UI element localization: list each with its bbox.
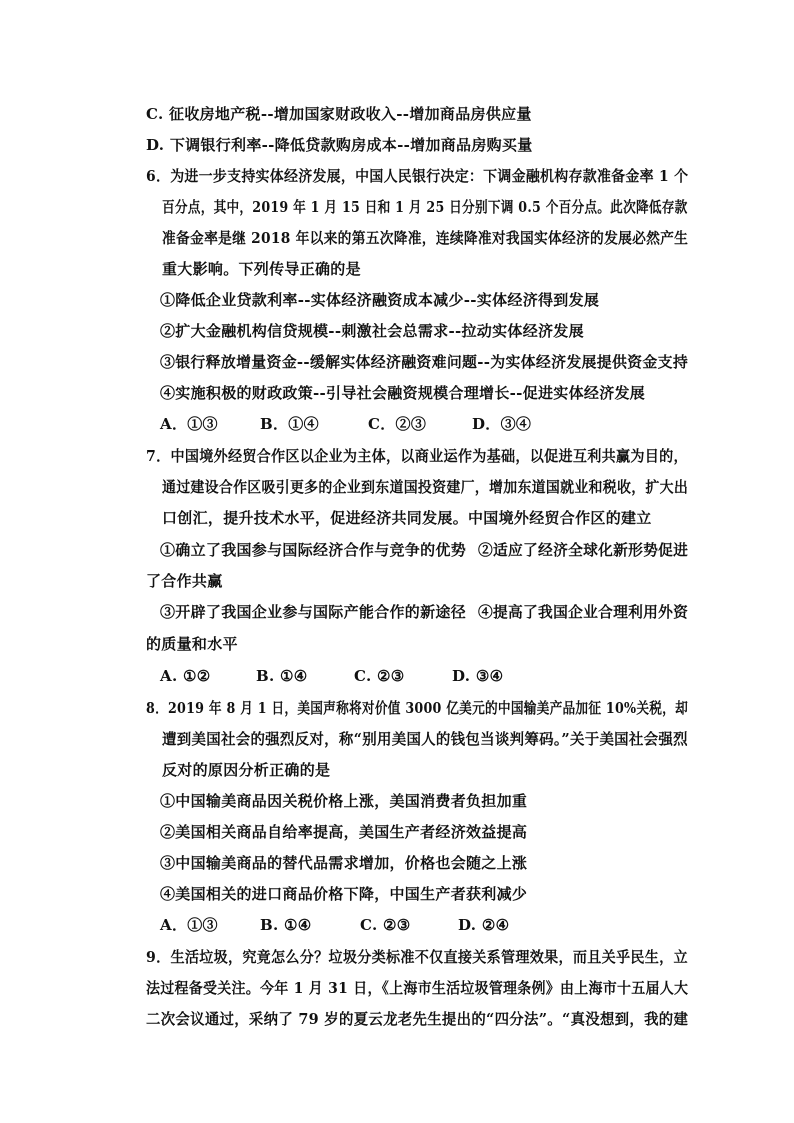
q7-option-c: C. ②③ (354, 667, 405, 685)
q6-stem-line-4: 重大影响。下列传导正确的是 (162, 260, 361, 278)
q9-stem-line-1: 9．生活垃圾，究竟怎么分？垃圾分类标准不仅直接关系管理效果，而且关乎民生，立 (146, 948, 688, 966)
q6-option-a: A．①③ (160, 415, 218, 433)
q7-item-3: ③开辟了我国企业参与国际产能合作的新途径 (160, 603, 467, 621)
q7-item-2: ②适应了经济全球化新形势促进 (478, 541, 689, 559)
q8-stem-line-3: 反对的原因分析正确的是 (162, 761, 331, 779)
q8-option-a: A．①③ (160, 916, 218, 934)
q7-stem-line-3: 口创汇，提升技术水平，促进经济共同发展。中国境外经贸合作区的建立 (162, 509, 652, 527)
q6-stem-line-2: 百分点，其中，2019 年 1 月 15 日和 1 月 25 日分别下调 0.5 个百分点。此次降低存款 (162, 198, 688, 216)
q8-option-b: B. ①④ (260, 916, 312, 934)
q5-option-d: D. 下调银行利率--降低贷款购房成本--增加商品房购买量 (146, 136, 533, 154)
q8-item-4: ④美国相关的进口商品价格下降，中国生产者获利减少 (160, 885, 528, 903)
q6-item-1: ①降低企业贷款利率--实体经济融资成本减少--实体经济得到发展 (160, 291, 600, 309)
q6-item-3: ③银行释放增量资金--缓解实体经济融资难问题--为实体经济发展提供资金支持 (160, 353, 689, 371)
q6-item-2: ②扩大金融机构信贷规模--刺激社会总需求--拉动实体经济发展 (160, 322, 584, 340)
q5-option-c: C. 征收房地产税--增加国家财政收入--增加商品房供应量 (146, 105, 532, 123)
q8-item-1: ①中国输美商品因关税价格上涨，美国消费者负担加重 (160, 792, 528, 810)
q8-stem-line-1: 8．2019 年 8 月 1 日，美国声称将对价值 3000 亿美元的中国输美产品加征 10%关税，却 (146, 699, 688, 717)
q7-item-2-continued: 了合作共赢 (146, 572, 223, 590)
q9-stem-line-2: 法过程备受关注。今年 1 月 31 日，《上海市生活垃圾管理条例》由上海市十五届人大 (146, 979, 689, 997)
q6-item-4: ④实施积极的财政政策--引导社会融资规模合理增长--促进实体经济发展 (160, 384, 646, 402)
q7-stem-line-2: 通过建设合作区吸引更多的企业到东道国投资建厂，增加东道国就业和税收，扩大出 (162, 478, 689, 496)
q8-option-d: D. ②④ (458, 916, 510, 934)
q7-item-4: ④提高了我国企业合理利用外资 (478, 603, 689, 621)
q8-item-2: ②美国相关商品自给率提高，美国生产者经济效益提高 (160, 823, 528, 841)
q6-stem-line-3: 准备金率是继 2018 年以来的第五次降准，连续降准对我国实体经济的发展必然产生 (162, 229, 689, 247)
q7-item-1: ①确立了我国参与国际经济合作与竞争的优势 (160, 541, 467, 559)
q8-stem-line-2: 遭到美国社会的强烈反对，称“别用美国人的钱包当谈判筹码。”关于美国社会强烈 (162, 730, 688, 748)
q8-item-3: ③中国输美商品的替代品需求增加，价格也会随之上涨 (160, 854, 528, 872)
q7-option-b: B. ①④ (256, 667, 308, 685)
q6-option-c: C．②③ (368, 415, 427, 433)
q7-option-d: D. ③④ (452, 667, 504, 685)
q6-option-b: B．①④ (260, 415, 319, 433)
q6-option-d: D．③④ (472, 415, 532, 433)
q9-stem-line-3: 二次会议通过，采纳了 79 岁的夏云龙老先生提出的“四分法”。“真没想到，我的建 (146, 1010, 689, 1028)
q7-item-4-continued: 的质量和水平 (146, 635, 238, 653)
q6-stem-line-1: 6．为进一步支持实体经济发展，中国人民银行决定：下调金融机构存款准备金率 1 个 (146, 167, 689, 185)
q7-option-a: A. ①② (160, 667, 211, 685)
q7-stem-line-1: 7．中国境外经贸合作区以企业为主体，以商业运作为基础，以促进互利共赢为目的， (146, 447, 688, 465)
q8-option-c: C. ②③ (360, 916, 411, 934)
